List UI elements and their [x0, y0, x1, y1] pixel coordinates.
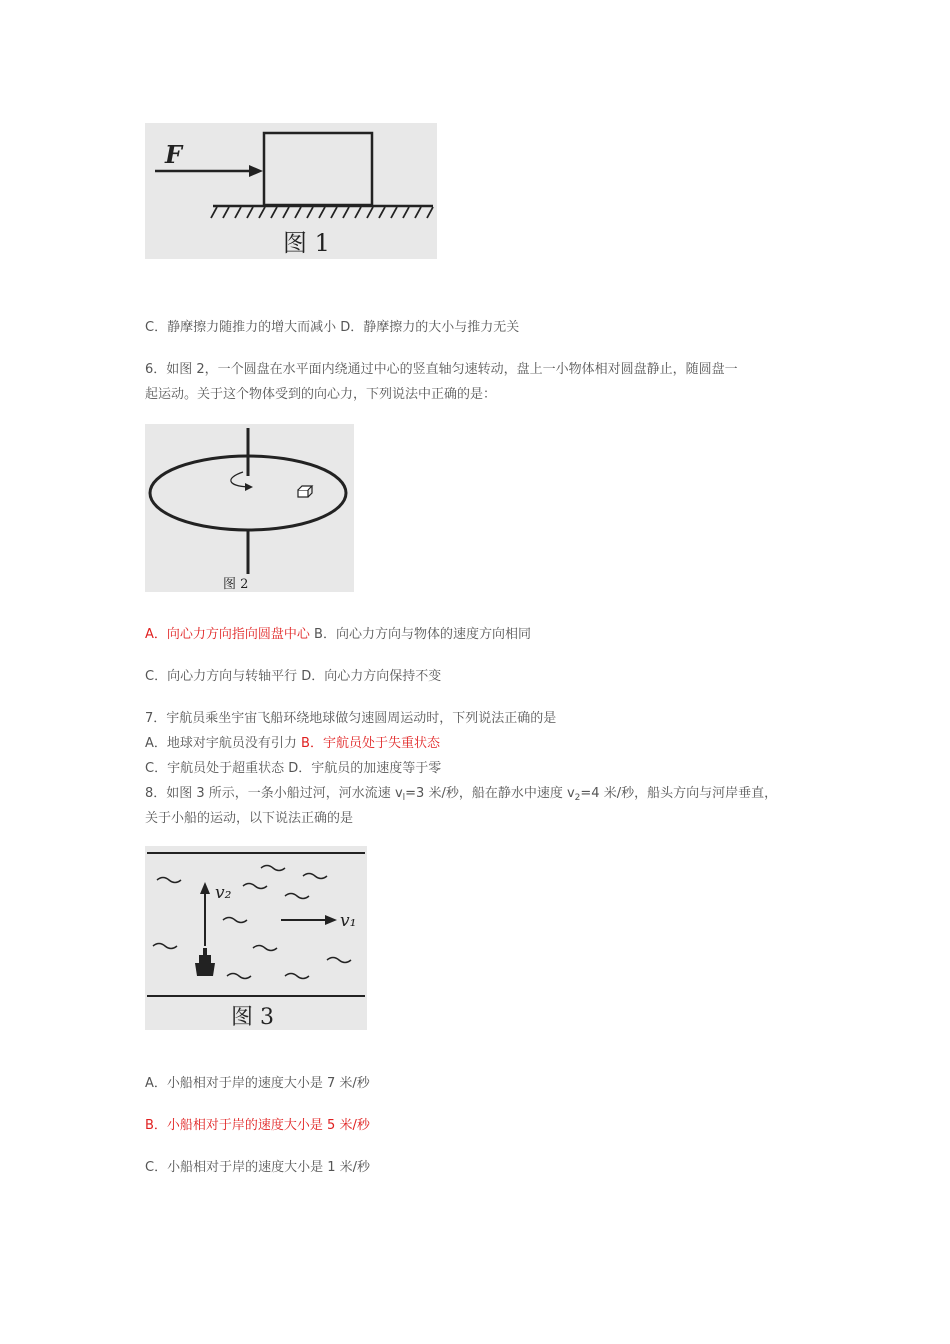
- arrow-right-icon: [325, 915, 337, 925]
- q6-option-c: C．向心力方向与转轴平行: [145, 669, 298, 684]
- q7-option-d: D．宇航员的加速度等于零: [288, 761, 442, 776]
- q8-option-c: C．小船相对于岸的速度大小是 1 米/秒: [145, 1160, 370, 1175]
- figure-3-caption: 图 3: [231, 1005, 274, 1030]
- block: [264, 133, 372, 205]
- q8-stem-line2: 关于小船的运动，以下说法正确的是: [145, 811, 354, 826]
- q7-options-cd: [145, 757, 441, 781]
- q6-option-b: B．向心力方向与物体的速度方向相同: [314, 627, 531, 642]
- q7-option-c: C．宇航员处于超重状态: [145, 761, 285, 776]
- v1-label: v₁: [340, 911, 357, 931]
- figure-2: [145, 424, 354, 592]
- wave-icons: [153, 866, 351, 979]
- q5-option-d: D．静摩擦力的大小与推力无关: [340, 320, 520, 335]
- figure-2-caption: 图 2: [223, 577, 249, 592]
- q6-options-cd: [145, 665, 441, 689]
- q6-option-d: D．向心力方向保持不变: [301, 669, 442, 684]
- q7-option-b: B．宇航员处于失重状态: [301, 736, 440, 751]
- small-object-icon: [298, 486, 312, 497]
- q7-options-ab: [145, 732, 440, 756]
- figure-3: [145, 846, 367, 1030]
- q7-option-a: A．地球对宇航员没有引力: [145, 736, 297, 751]
- q5-options-cd: [145, 316, 519, 340]
- q8-option-b: B．小船相对于岸的速度大小是 5 米/秒: [145, 1118, 370, 1133]
- q7-stem: 7．宇航员乘坐宇宙飞船环绕地球做匀速圆周运动时，下列说法正确的是: [145, 711, 557, 726]
- q8-stem-line1: 8．如图 3 所示，一条小船过河，河水流速 $v_l=3$ 米/秒，船在静水中速度 $v_2=4$ 米/秒，船头方向与河岸垂直，: [145, 786, 778, 803]
- q6-options-ab: [145, 623, 531, 647]
- arrow-icon: [249, 165, 263, 177]
- boat-icon: [195, 948, 215, 976]
- q8-option-a: A．小船相对于岸的速度大小是 7 米/秒: [145, 1076, 370, 1091]
- force-label: F: [165, 140, 183, 169]
- q5-option-c: C．静摩擦力随推力的增大而减小: [145, 320, 337, 335]
- arrow-up-icon: [200, 882, 210, 894]
- figure-1-caption: 图 1: [283, 229, 330, 257]
- v2-label: v₂: [215, 883, 232, 903]
- q6-option-a: A．向心力方向指向圆盘中心: [145, 627, 310, 642]
- q6-stem-line1: 6．如图 2，一个圆盘在水平面内绕通过中心的竖直轴匀速转动，盘上一小物体相对圆盘静止，随圆盘一: [145, 362, 738, 377]
- q6-stem-line2: 起运动。关于这个物体受到的向心力，下列说法中正确的是：: [145, 387, 497, 402]
- figure-1: [145, 123, 437, 259]
